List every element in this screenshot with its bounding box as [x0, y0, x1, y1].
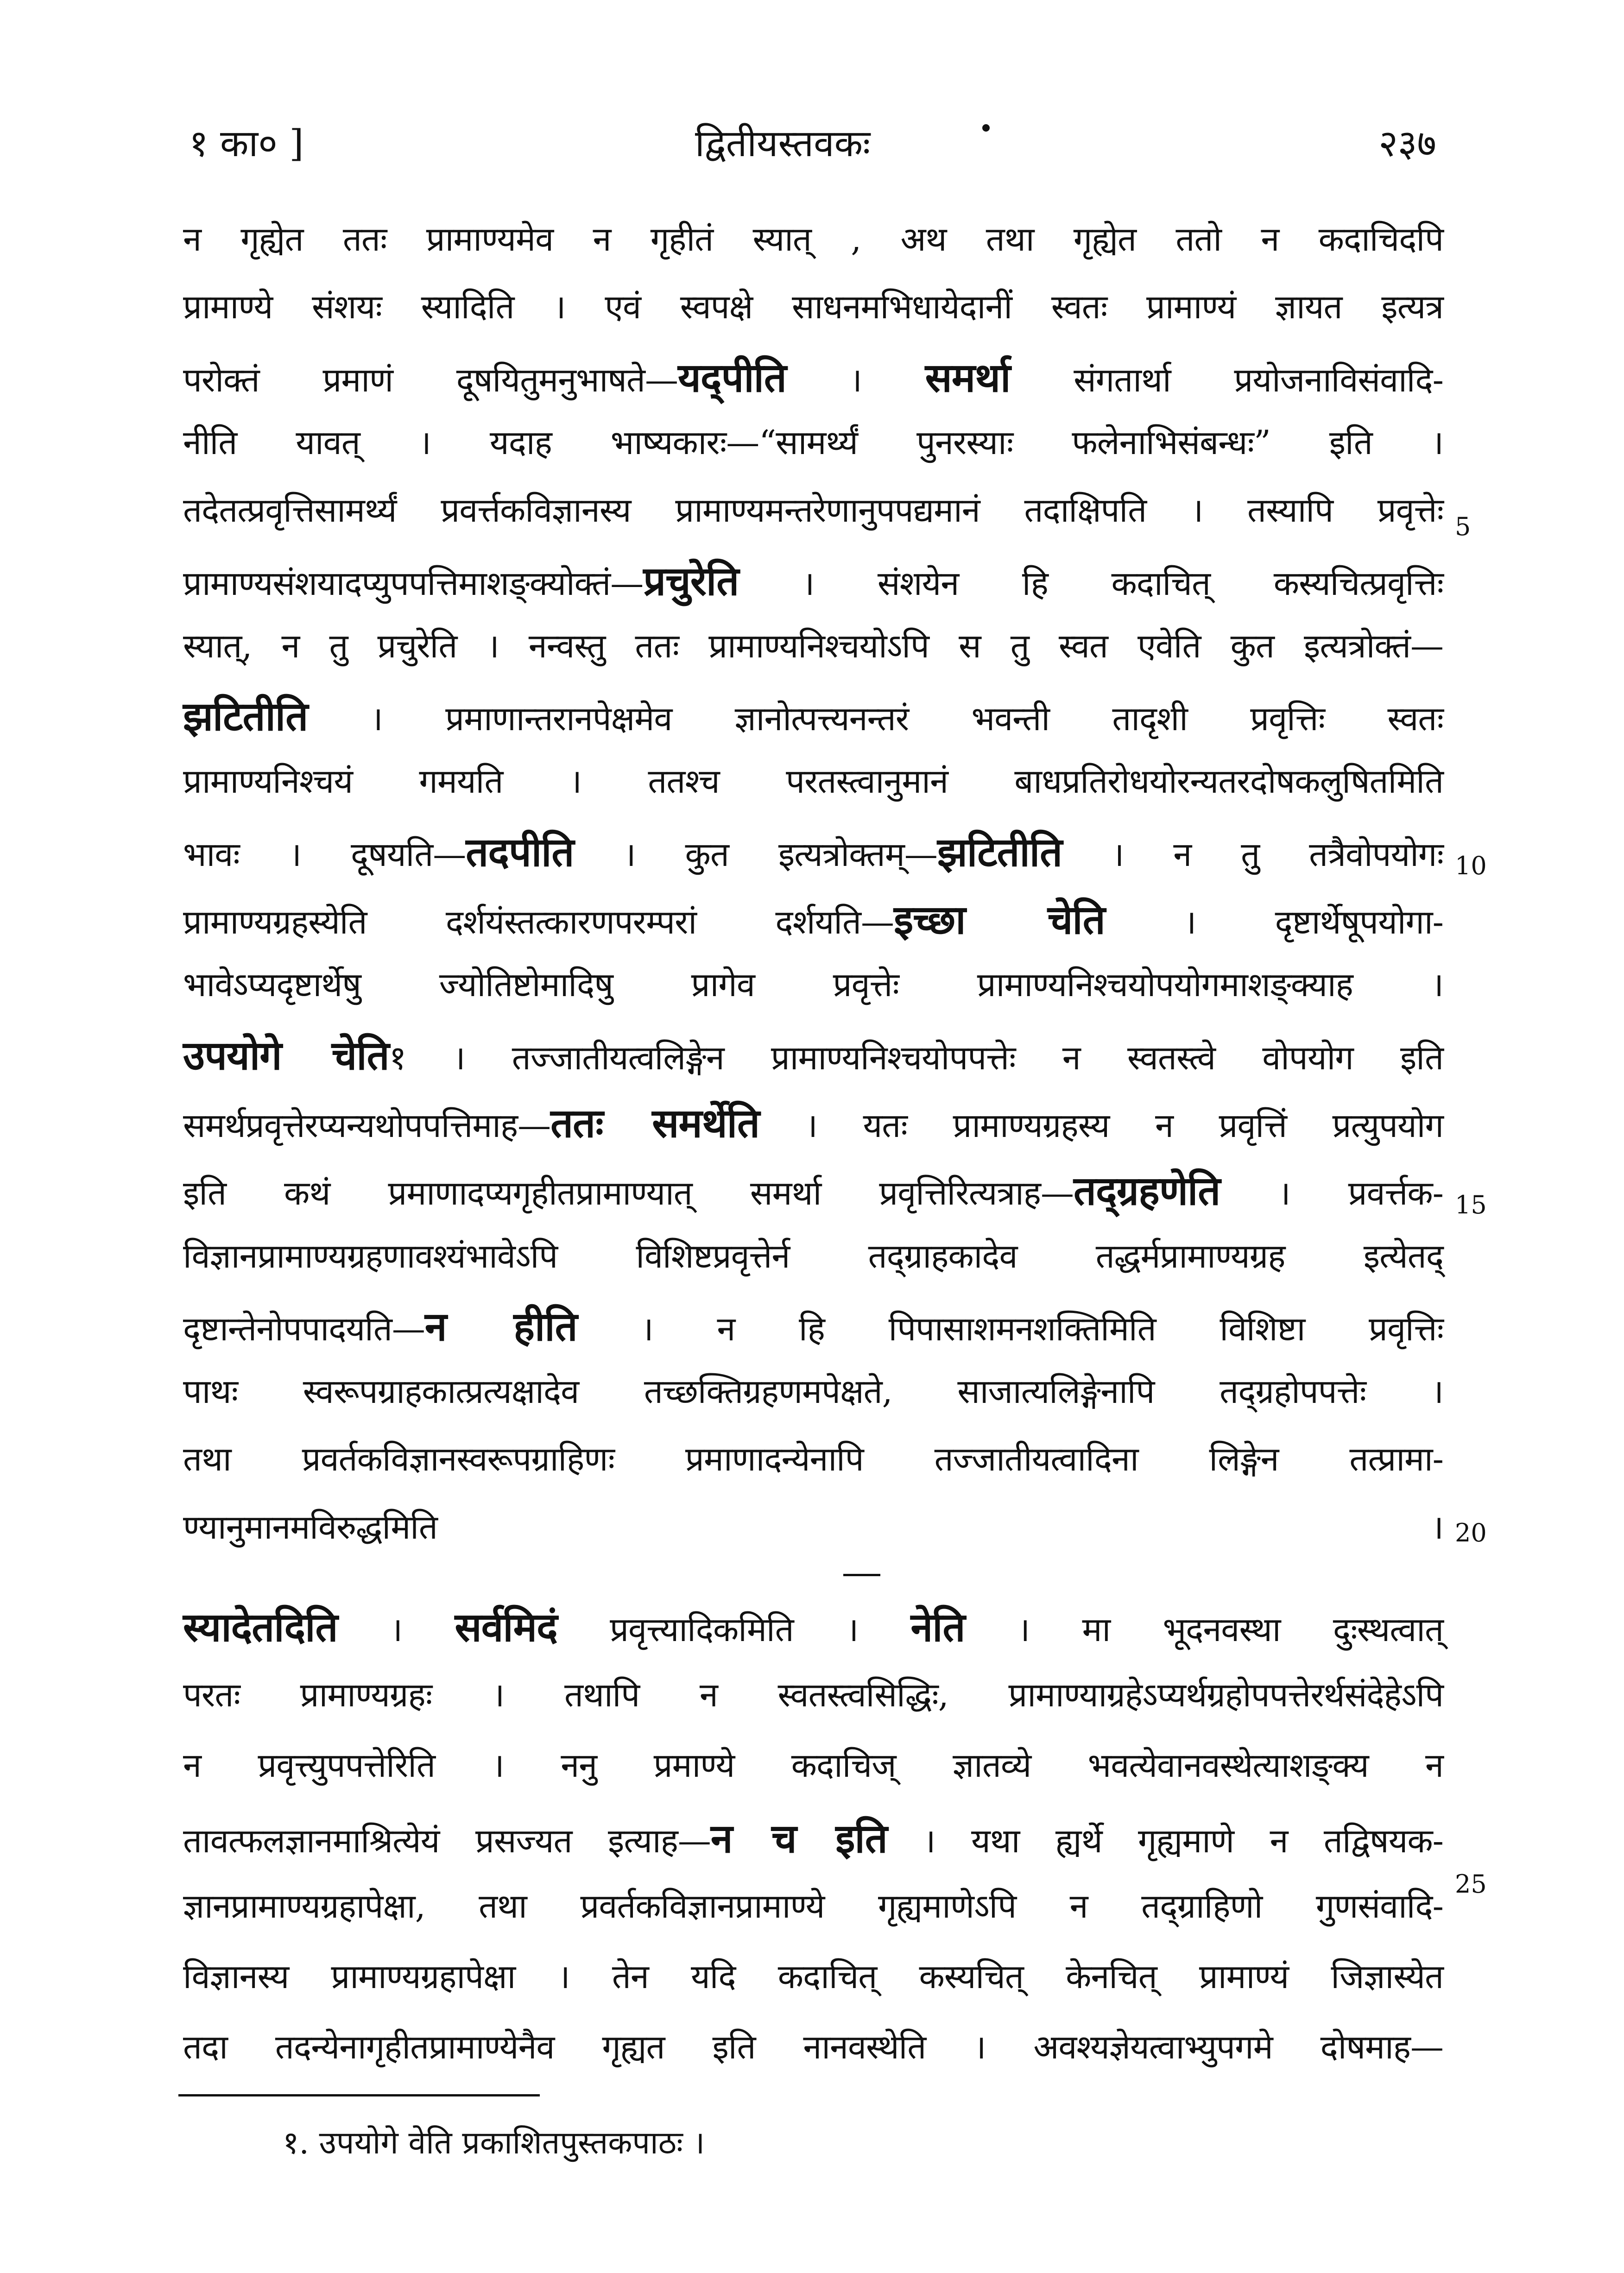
- text-run: । प्रमाणान्तरानपेक्षमेव ज्ञानोत्पत्त्यनन्तरं भवन्ती तादृशी प्रवृत्तिः स्वतः: [308, 699, 1443, 739]
- text-run: । यथा ह्यर्थे गृह्यमाणे न तद्विषयक-: [887, 1821, 1443, 1860]
- bold-lemma: झटितीति: [937, 828, 1062, 876]
- bold-lemma: नेति: [910, 1604, 965, 1651]
- footnote: १. उपयोगे वेति प्रकाशितपुस्तकपाठः ।: [283, 2125, 705, 2161]
- text-line: [183, 287, 1443, 327]
- text-run: समर्थप्रवृत्तेरप्यन्यथोपपत्तिमाह—: [183, 1105, 551, 1145]
- text-line: [183, 693, 1443, 740]
- line-number-20: 20: [1455, 1518, 1487, 1547]
- bold-lemma: यद्पीति: [677, 354, 786, 401]
- text-run: । मा भूदनवस्था दुःस्थत्वात्: [965, 1610, 1443, 1649]
- text-line: [183, 762, 1443, 801]
- text-line: [183, 1168, 1443, 1215]
- text-run: विज्ञानप्रामाण्यग्रहणावश्यंभावेऽपि विशिष्टप्रवृत्तेर्न तद्ग्राहकादेव तद्धर्मप्रामाण्यग्रह इत्येतद्: [183, 1236, 1443, 1275]
- text-line: [183, 423, 1443, 462]
- text-line: [183, 1887, 1443, 1926]
- running-title: द्वितीयस्तवकः: [695, 122, 871, 165]
- text-run: स्यात्, न तु प्रचुरेति । नन्वस्तु ततः प्रामाण्यनिश्चयोऽपि स तु स्वत एवेति कुत इत्यत्रोक्तं—: [183, 626, 1443, 665]
- text-line: [183, 1032, 1443, 1079]
- text-run: तदा तदन्येनागृहीतप्रामाण्येनैव गृह्यत इति नानवस्थेति । अवश्यज्ञेयत्वाभ्युपगमे दोषमाह—: [183, 2027, 1443, 2066]
- line-number-5: 5: [1455, 512, 1471, 541]
- text-run: ।: [337, 1610, 455, 1649]
- text-run: प्रवृत्त्यादिकमिति ।: [557, 1610, 911, 1649]
- bold-lemma: तद्ग्रहणेति: [1073, 1168, 1220, 1215]
- text-line: [183, 1236, 1443, 1275]
- text-run: । दृष्टार्थेषूपयोगा-: [1105, 903, 1444, 941]
- text-run: । न हि पिपासाशमनशक्तिमिति विशिष्टा प्रवृत्तिः: [577, 1309, 1443, 1348]
- bold-lemma: प्रचुरेति: [643, 557, 739, 605]
- text-run: विज्ञानस्य प्रामाण्यग्रहापेक्षा । तेन यदि कदाचित् कस्यचित् केनचित् प्रामाण्यं जिज्ञास्येत: [183, 1957, 1443, 1996]
- text-run: । यतः प्रामाण्यग्रहस्य न प्रवृत्तिं प्रत्युपयोग: [759, 1105, 1443, 1145]
- text-run: । प्रवर्त्तक-: [1220, 1174, 1443, 1213]
- text-line: [183, 897, 1444, 943]
- text-run: प्रामाण्ये संशयः स्यादिति । एवं स्वपक्षे साधनमभिधायेदानीं स्वतः प्रामाण्यं ज्ञायत इत्यत्र: [183, 287, 1443, 327]
- text-run: नीति यावत् । यदाह भाष्यकारः—“सामर्थ्यं पुनरस्याः फलेनाभिसंबन्धः” इति ।: [183, 423, 1443, 462]
- text-line: [183, 1507, 1443, 1547]
- text-line: [183, 1604, 1443, 1651]
- page-number: २३७: [1378, 122, 1436, 165]
- text-run: ज्ञानप्रामाण्यग्रहापेक्षा, तथा प्रवर्तकविज्ञानप्रामाण्ये गृह्यमाणेऽपि न तद्ग्राहिणो गुणसंवादि-: [183, 1887, 1443, 1926]
- text-line: [183, 1372, 1443, 1411]
- text-run: तदेतत्प्रवृत्तिसामर्थ्यं प्रवर्त्तकविज्ञानस्य प्रामाण्यमन्तरेणानुपपद्यमानं तदाक्षिपति । तस्यापि प्रवृत्तेः: [183, 491, 1443, 530]
- text-run: ।: [786, 360, 925, 399]
- text-run: १ । तज्जातीयत्वलिङ्गेन प्रामाण्यनिश्चयोपपत्तेः न स्वतस्त्वे वोपयोग इति: [389, 1038, 1443, 1077]
- line-number-25: 25: [1455, 1869, 1487, 1899]
- text-line: [183, 626, 1443, 665]
- text-run: परतः प्रामाण्यग्रहः । तथापि न स्वतस्त्वसिद्धिः, प्रामाण्याग्रहेऽप्यर्थग्रहोपपत्तेरर्थसंदेहेऽपि: [183, 1675, 1443, 1714]
- text-line: [183, 2027, 1443, 2066]
- text-run: प्रामाण्यनिश्चयं गमयति । ततश्च परतस्त्वानुमानं बाधप्रतिरोधयोरन्यतरदोषकलुषितमिति: [183, 762, 1443, 801]
- text-line: [183, 828, 1444, 876]
- text-run: प्रामाण्यसंशयादप्युपपत्तिमाशङ्क्योक्तं—: [183, 563, 644, 603]
- text-run: तथा प्रवर्तकविज्ञानस्वरूपग्राहिणः प्रमाणादन्येनापि तज्जातीयत्वादिना लिङ्गेन तत्प्रामा-: [183, 1440, 1443, 1479]
- text-run: ण्यानुमानमविरुद्धमिति ।: [183, 1507, 1443, 1547]
- bold-lemma: उपयोगे चेति: [183, 1032, 389, 1079]
- bold-lemma: सर्वमिदं: [455, 1604, 557, 1651]
- bold-lemma: समर्था: [925, 354, 1011, 401]
- line-number-10: 10: [1455, 851, 1487, 880]
- text-run: । न तु तत्रैवोपयोगः: [1062, 834, 1444, 874]
- bold-lemma: स्यादेतदिति: [183, 1604, 338, 1651]
- text-line: [183, 220, 1443, 259]
- text-line: [183, 1440, 1443, 1479]
- text-line: [183, 557, 1443, 605]
- text-run: न प्रवृत्त्युपपत्तेरिति । ननु प्रमाण्ये कदाचिज् ज्ञातव्ये भवत्येवानवस्थेत्याशङ्क्य न: [183, 1746, 1443, 1785]
- text-line: [183, 491, 1443, 530]
- text-run: भावः । दूषयति—: [183, 834, 466, 874]
- text-run: दृष्टान्तेनोपपादयति—: [183, 1309, 425, 1348]
- text-line: [183, 1099, 1443, 1147]
- bold-lemma: इच्छा चेति: [894, 897, 1105, 943]
- bold-lemma: ततः समर्थेति: [550, 1099, 760, 1147]
- bold-lemma: न च इति: [710, 1815, 887, 1862]
- text-line: [183, 1746, 1443, 1785]
- text-run: । संशयेन हि कदाचित् कस्यचित्प्रवृत्तिः: [739, 563, 1443, 603]
- text-run: परोक्तं प्रमाणं दूषयितुमनुभाषते—: [183, 360, 678, 399]
- text-run: न गृह्येत ततः प्रामाण्यमेव न गृहीतं स्यात् , अथ तथा गृह्येत ततो न कदाचिदपि: [183, 220, 1443, 259]
- bold-lemma: झटितीति: [183, 693, 308, 740]
- text-line: [183, 1675, 1443, 1714]
- text-run: पाथः स्वरूपग्राहकात्प्रत्यक्षादेव तच्छक्तिग्रहणमपेक्षते, साजात्यलिङ्गेनापि तद्ग्रहोपपत्तेः ।: [183, 1372, 1443, 1411]
- text-line: [183, 1957, 1443, 1996]
- text-run: प्रामाण्यग्रहस्येति दर्शयंस्तत्कारणपरम्परां दर्शयति—: [183, 903, 894, 941]
- text-line: [183, 354, 1443, 401]
- ink-dot: [982, 124, 990, 132]
- bold-lemma: तदपीति: [466, 828, 574, 876]
- text-line: [183, 1815, 1443, 1862]
- text-run: तावत्फलज्ञानमाश्रित्येयं प्रसज्यत इत्याह—: [183, 1821, 711, 1860]
- text-run: इति कथं प्रमाणादप्यगृहीतप्रामाण्यात् समर्था प्रवृत्तिरित्यत्राह—: [183, 1174, 1074, 1213]
- text-run: । कुत इत्यत्रोक्तम्—: [574, 834, 937, 874]
- text-line: [183, 1303, 1443, 1350]
- text-run: संगतार्था प्रयोजनाविसंवादि-: [1010, 360, 1443, 399]
- chapter-reference: १ का० ]: [189, 122, 304, 165]
- ink-mark: [843, 1574, 880, 1576]
- text-run: भावेऽप्यदृष्टार्थेषु ज्योतिष्टोमादिषु प्रागेव प्रवृत्तेः प्रामाण्यनिश्चयोपयोगमाशङ्क्याह ।: [183, 965, 1443, 1004]
- footnote-rule: [178, 2094, 540, 2096]
- bold-lemma: न हीति: [424, 1303, 577, 1350]
- text-line: [183, 965, 1443, 1004]
- line-number-15: 15: [1455, 1190, 1487, 1219]
